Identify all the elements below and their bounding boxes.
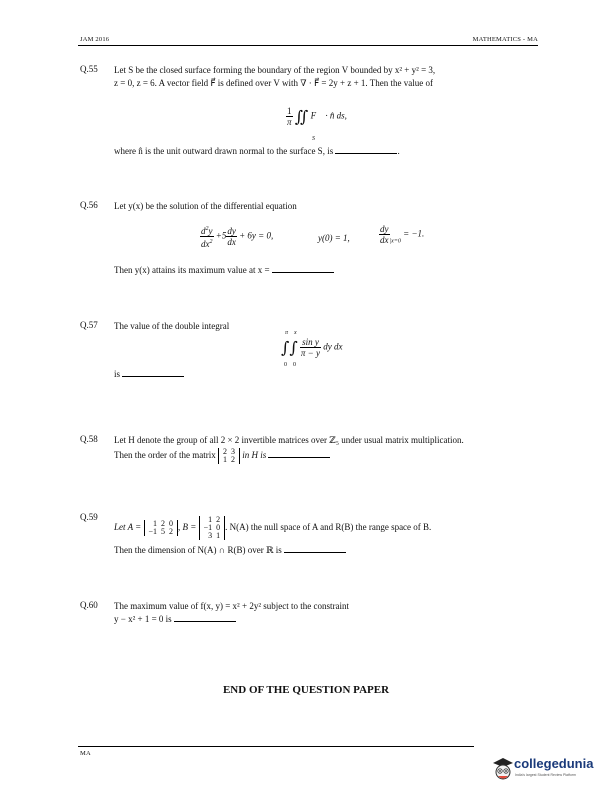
graduate-owl-icon xyxy=(492,756,514,784)
collegedunia-logo: collegedunia India's largest Student Review Platform xyxy=(492,754,602,784)
q59-line1: Let A = 1 2 0 −1 5 2 , B = 1 2 −1 0 3 1 . N(A) the null space of A and R(B) the range space of B. xyxy=(114,515,432,540)
q60-line1: The maximum value of f(x, y) = x² + 2y² subject to the constraint xyxy=(114,601,349,611)
q56-ode: $\frac{d^2y}{dx^2}$ +5 $\frac{dy}{dx}$ + 6y = 0, xyxy=(201,226,274,249)
header-left: JAM 2016 xyxy=(80,36,110,43)
q58-line2: Then the order of the matrix 2 3 1 2 in H is xyxy=(114,448,330,464)
q57-upper-limit-inner: x xyxy=(294,330,297,336)
q56-line2: Then y(x) attains its maximum value at x = xyxy=(114,264,334,277)
q60-line2: y − x² + 1 = 0 is xyxy=(114,613,236,626)
q57-line2: is xyxy=(114,368,184,381)
q56-initial-condition-2: $\frac{dy}{dx}$ $_{|x=0}$ = −1. xyxy=(380,224,425,245)
q59-matrix-b: 1 2 −1 0 3 1 xyxy=(199,516,226,540)
q57-answer-blank xyxy=(122,368,184,377)
q59-matrix-a: 1 2 0 −1 5 2 xyxy=(144,520,179,536)
q57-integrand: $\frac{\text{sin y}}{\pi - y}$ xyxy=(300,337,320,358)
q55-fraction: $\frac{1}{\pi}$ xyxy=(287,106,292,127)
q55-formula xyxy=(286,106,347,127)
q55-line1: Let S be the closed surface forming the boundary of the region V bounded by x² + y² = 3, xyxy=(114,65,436,75)
q55-integrand: F⃗ · n̂ ds, xyxy=(310,110,347,121)
question-number-60: Q.60 xyxy=(80,600,98,610)
q55-line2: z = 0, z = 6. A vector field F⃗ is defined over V with ∇ · F⃗ = 2y + z + 1. Then the value of xyxy=(114,78,433,88)
q56-answer-blank xyxy=(272,264,334,273)
q55-answer-blank xyxy=(335,145,397,154)
q57-integral: ∫∫ $\frac{\text{sin y}}{\pi - y}$ dy dx xyxy=(281,337,343,358)
q60-answer-blank xyxy=(174,613,236,622)
q57-line1: The value of the double integral xyxy=(114,321,230,331)
q59-answer-blank xyxy=(284,544,346,553)
double-integral-sign: ∫∫ xyxy=(281,338,298,357)
question-number-59: Q.59 xyxy=(80,512,98,522)
question-number-55: Q.55 xyxy=(80,64,98,74)
surface-integral-sign: ∬ xyxy=(294,107,309,126)
q57-lower-limit-outer: 0 xyxy=(284,362,287,368)
q56-initial-condition-1: y(0) = 1, xyxy=(318,233,350,243)
q57-lower-limit-inner: 0 xyxy=(293,362,296,368)
q58-answer-blank xyxy=(268,449,330,458)
footer-left: MA xyxy=(80,750,91,757)
question-number-56: Q.56 xyxy=(80,200,98,210)
q58-matrix: 2 3 1 2 xyxy=(218,448,240,464)
question-number-58: Q.58 xyxy=(80,434,98,444)
q56-line1: Let y(x) be the solution of the differential equation xyxy=(114,201,297,211)
footer-rule xyxy=(78,746,474,747)
header-rule xyxy=(78,45,538,46)
q55-surface-subscript: S xyxy=(312,136,315,142)
header-right: MATHEMATICS - MA xyxy=(472,36,538,43)
question-number-57: Q.57 xyxy=(80,320,98,330)
q57-upper-limit-outer: π xyxy=(285,330,289,336)
q58-line1: Let H denote the group of all 2 × 2 invertible matrices over ℤ₅ under usual matrix multiplication. xyxy=(114,435,464,445)
end-of-paper-heading: END OF THE QUESTION PAPER xyxy=(222,684,390,696)
q55-line3: where n̂ is the unit outward drawn normal to the surface S, is . xyxy=(114,146,400,156)
q59-line2: Then the dimension of N(A) ∩ R(B) over ℝ is xyxy=(114,544,346,557)
